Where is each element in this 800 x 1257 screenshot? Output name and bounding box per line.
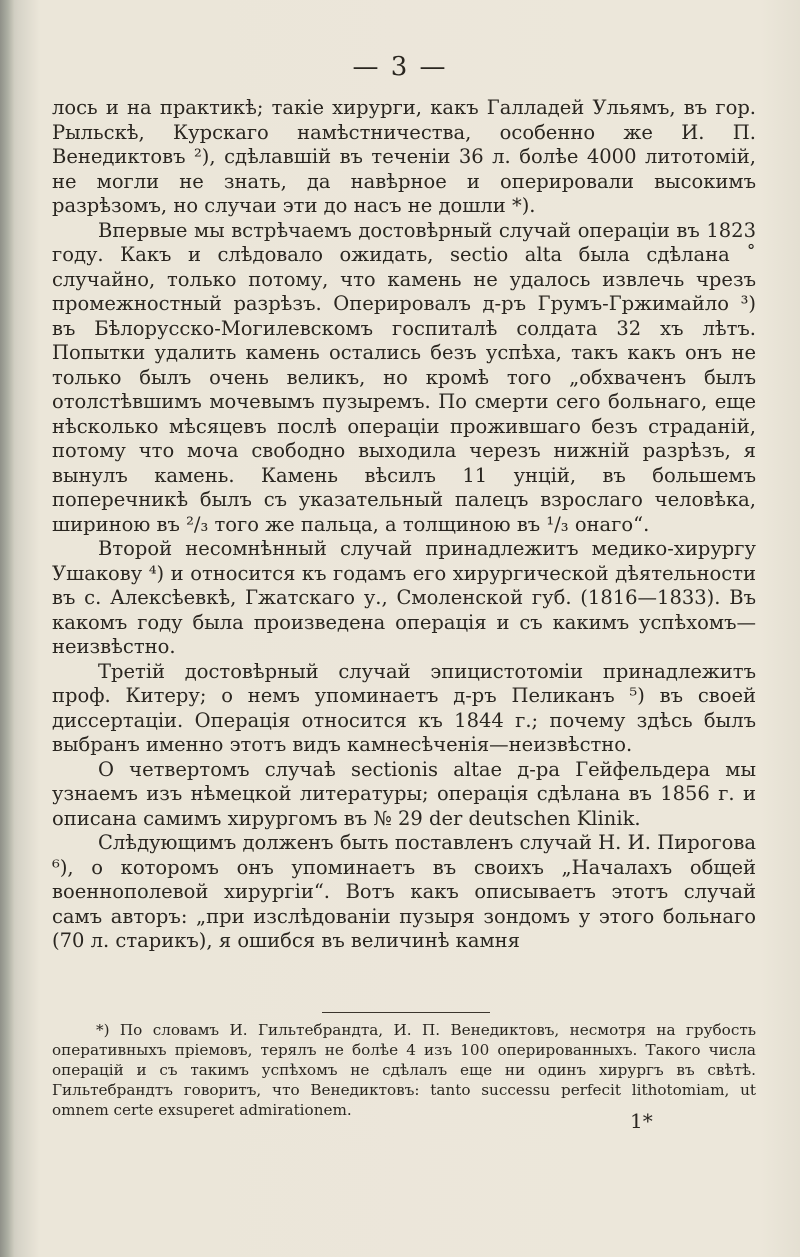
footnote-text: *) По словамъ И. Гильтебрандта, И. П. Венедиктовъ, несмотря на грубость оперативныхъ пріемовъ, терялъ не болѣе 4 изъ 100 оперированныхъ. Такого числа операцій и съ такимъ успѣхомъ не сдѣлалъ еще ни одинъ хирургъ въ свѣтѣ. Гильтебрандтъ говоритъ, что Венедиктовъ: tanto successu perfecit lithotomiam, ut omnem certe exsuperet admirationem. — [52, 1021, 756, 1119]
paragraph-3: Второй несомнѣнный случай принадлежитъ медико-хирургу Ушакову ⁴) и относится къ годамъ его хирургической дѣятельности въ с. Алексѣевкѣ, Гжатскаго у., Смоленской губ. (1816—1833). Въ какомъ году была произведена операція и съ какимъ успѣхомъ—неизвѣстно. — [52, 537, 756, 658]
paragraph-2: Впервые мы встрѣчаемъ достовѣрный случай операціи въ 1823 году. Какъ и слѣдовало ожидать, sectio alta была сдѣлана ˚ случайно, только потому, что камень не удалось извлечь чрезъ промежностный разрѣзъ. Оперировалъ д-ръ Грумъ-Гржимайло ³) въ Бѣлорусско-Могилевскомъ госпиталѣ солдата 32 хъ лѣтъ. Попытки удалить камень остались безъ успѣха, такъ какъ онъ не только былъ очень великъ, но кромѣ того „обхваченъ былъ отолстѣвшимъ мочевымъ пузыремъ. По смерти сего больнаго, еще нѣсколько мѣсяцевъ послѣ операціи прожившаго безъ страданій, потому что моча свободно выходила черезъ нижній разрѣзъ, я вынулъ камень. Камень вѣсилъ 11 унцій, въ большемъ поперечникѣ былъ съ указательный палецъ взрослаго человѣка, шириною въ ²/₃ того же пальца, а толщиною въ ¹/₃ онаго“. — [52, 218, 756, 536]
paragraph-5: О четвертомъ случаѣ sectionis altae д-ра Гейфельдера мы узнаемъ изъ нѣмецкой литературы; операція сдѣлана въ 1856 г. и описана самимъ хирургомъ въ № 29 der deutschen Klinik. — [52, 757, 756, 830]
page-number: — 3 — — [352, 52, 448, 82]
book-spine-shadow — [0, 0, 14, 1257]
main-text — [52, 96, 756, 954]
paragraph-4: Третій достовѣрный случай эпицистотоміи принадлежитъ проф. Китеру; о немъ упоминаетъ д-ръ Пеликанъ ⁵) въ своей диссертаціи. Операція относится къ 1844 г.; почему здѣсь былъ выбранъ именно этотъ видъ камнесѣченія—неизвѣстно. — [52, 659, 756, 756]
footnote-divider — [322, 1012, 490, 1013]
signature-mark: 1* — [630, 1109, 653, 1133]
paragraph-1: лось и на практикѣ; такіе хирурги, какъ Галладей Ульямъ, въ гор. Рыльскѣ, Курскаго намѣстничества, особенно же И. П. Венедиктовъ ²), сдѣлавшій въ теченіи 36 л. болѣе 4000 литотомій, не могли не знать, да навѣрное и оперировали высокимъ разрѣзомъ, но случаи эти до насъ не дошли *). — [52, 96, 756, 217]
paragraph-6: Слѣдующимъ долженъ быть поставленъ случай Н. И. Пирогова ⁶), о которомъ онъ упоминаетъ въ своихъ „Началахъ общей военнополевой хирургіи“. Вотъ какъ описываетъ этотъ случай самъ авторъ: „при изслѣдованіи пузыря зондомъ у этого больнаго (70 л. старикъ), я ошибся въ величинѣ камня — [52, 831, 756, 952]
footnote — [52, 1020, 756, 1120]
